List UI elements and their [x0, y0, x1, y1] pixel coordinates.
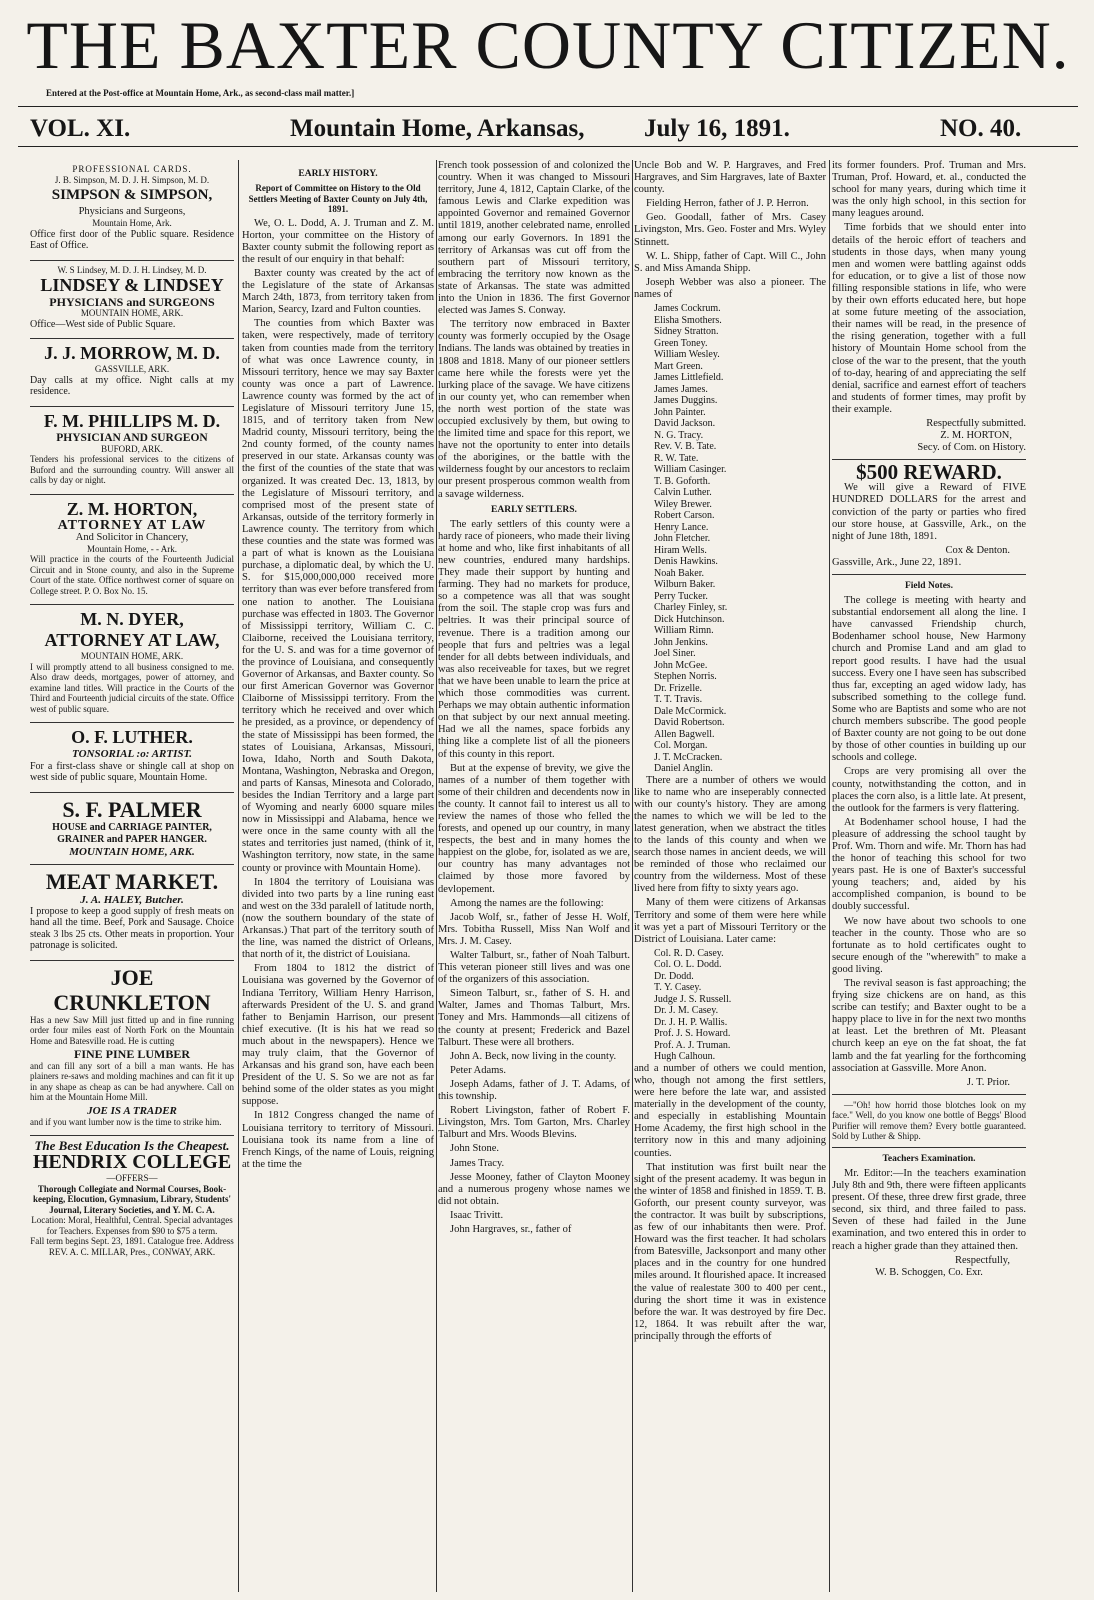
settlers-heading: EARLY SETTLERS.: [491, 504, 577, 515]
history-paragraph: The early settlers of this county were a hardy race of pioneers, who made their living at home and who, like first inhabitants of all new countries, endured many hardships. They made their support by hunting and farming. They had no markets for produce, so a competence was all that was sought from the soil. The staple crop was furs and peltries. It was their principal source of revenue. There is a tradition among our people that furs and peltries was a legal tender for all debts between individuals, and was also receiveable for taxes, but we regret that we have been unable to learn the price at which those commodities was current. Perhaps we may obtain authentic information on that subject by our next annual meeting. Had we all the names, space forbids any thing like a complete list of all the pioneers of this county in this report.: [438, 518, 630, 760]
meat-sub: J. A. HALEY, Butcher.: [80, 893, 184, 906]
place-label: Mountain Home, Arkansas,: [290, 115, 585, 142]
number-label: NO. 40.: [940, 115, 1022, 142]
pioneer-name: Dr. Dodd.: [654, 970, 694, 982]
settler-entry: John Hargraves, sr., father of: [450, 1223, 572, 1235]
pioneer-name: Allen Bagwell.: [654, 728, 715, 740]
horton-loc: Mountain Home, - - Ark.: [87, 543, 177, 554]
pioneer-name: John Jenkins.: [654, 636, 708, 648]
reward-signature: Cox & Denton.: [945, 544, 1010, 556]
horton-sub2: And Solicitor in Chancery,: [75, 531, 189, 543]
dyer-card: [30, 605, 234, 723]
dyer-sub: ATTORNEY AT LAW,: [44, 630, 220, 651]
separator: [832, 574, 1026, 575]
pioneer-name: David Robertson.: [654, 717, 725, 729]
volume-label: VOL. XI.: [30, 115, 131, 142]
history-paragraph: and a number of others we could mention, who, though not among the first settlers, were here before the late war, and assisted materially in the development of the county, and especially in establishing Mountain Home Academy, the first high school in the territory now in this and many adjoining counties.: [634, 1062, 826, 1159]
pioneer-name: J. T. McCracken.: [654, 751, 723, 763]
pioneer-name: Dale McCormick.: [654, 705, 727, 717]
simpson-text: Office first door of the Public square. Residence East of Office.: [30, 228, 234, 252]
column-rule: [632, 160, 633, 1592]
signature-line: Respectfully submitted.: [926, 417, 1026, 429]
date-label: July 16, 1891.: [644, 115, 790, 142]
column-history: [242, 160, 434, 1592]
column-rule: [436, 160, 437, 1592]
pioneer-name: Denis Hawkins.: [654, 556, 718, 568]
simpson-card: [30, 160, 234, 261]
column-settlers: [438, 160, 630, 1592]
palmer-sub: HOUSE and CARRIAGE PAINTER, GRAINER and PAPER HANGER.: [52, 821, 212, 845]
luther-text: For a first-class shave or shingle call at shop on west side of public square, Mountain Home.: [30, 760, 234, 784]
newspaper-title: THE BAXTER COUNTY CITIZEN.: [26, 7, 1070, 83]
history-paragraph: Many of them were citizens of Arkansas Territory and some of them were here while it was yet a part of Missouri Territory or the District of Louisiana. Later came:: [634, 897, 826, 945]
pioneer-name: Sidney Stratton.: [654, 326, 719, 338]
settler-entry: Fielding Herron, father of J. P. Herron.: [646, 198, 809, 210]
phillips-sub: PHYSICIAN AND SURGEON: [56, 431, 208, 444]
reward-text: We will give a Reward of FIVE HUNDRED DOLLARS for the arrest and conviction of the party or parties who fired our store house, at Gassville, Ark., on the night of June 18th, 1891.: [832, 482, 1026, 542]
simpson-sub: Physicians and Surgeons,: [78, 206, 186, 217]
field-note: The college is meeting with hearty and substantial endorsement all along the line. I have canvassed Friendship church, Bodenhamer school house, New Harmony church and Promise Land and am glad to report good results. I have had the usual success. Every one I have seen has subscribed thus far, excepting an aged widow lady, has subscribed something to the college fund. Some who are Baptists and some who are not church members subscribe. The good people of Baxter county are not going to be out done by those of other counties in building up our schools and college.: [832, 595, 1026, 764]
horton-text: Will practice in the courts of the Fourteenth Judicial Circuit and in Stone county, and also in the Supreme Court of the state. Office northwest corner of square on College street. P. O. Box No. 15.: [30, 554, 234, 596]
simpson-loc: Mountain Home, Ark.: [92, 218, 172, 229]
history-paragraph: French took possession of and colonized the country. When it was changed to Missouri territory, June 4, 1812, Captain Clarke, of the famous Lewis and Clarke expedition was appointed Governor and remained Governor until 1819, another celebrated name, enrolled among our early Governors. In 1891 the territory of Arkansas was cut off from the southern part of Missouri territory, embracing the territory now known as the state of Arkansas. The state was admitted into the Union in 1836. The first Governor elected was James S. Conway.: [438, 160, 630, 317]
history-paragraph: There are a number of others we would like to name who are inseperably connected with our county's history. They are among the names to which we will be led to the latest generation, when we abstract the titles to the lands of this county and when we search those names in ancient deeds, we will be reminded of those who reclaimed our country from the wilderness. Most of these lived here from fifty to sixty years ago.: [634, 774, 826, 895]
hendrix-text: Thorough Collegiate and Normal Courses, Book-keeping, Elocution, Gymnasium, Library, Students' Journal, Literary Societies, and Y. M. C. A.: [32, 1183, 232, 1215]
pioneer-name: Hiram Wells.: [654, 544, 707, 556]
pioneer-name: Stephen Norris.: [654, 671, 717, 683]
pioneer-name: Col. R. D. Casey.: [654, 947, 724, 959]
pioneer-name: T. B. Goforth.: [654, 475, 711, 487]
settler-entry: James Tracy.: [450, 1157, 505, 1169]
horton-card: [30, 495, 234, 606]
pioneer-name: Wiley Brewer.: [654, 498, 712, 510]
dateline: [22, 112, 1074, 146]
palmer-loc: MOUNTAIN HOME, ARK.: [69, 845, 195, 858]
pioneer-name: N. G. Tracy.: [654, 429, 704, 441]
pioneer-name: Rev. V. B. Tate.: [654, 441, 717, 453]
crunk-trader: JOE IS A TRADER: [87, 1104, 177, 1117]
history-paragraph: In 1804 the territory of Louisiana was divided into two parts by a line runing east and west on the 33d paralell of latitude north, (now the southern boundary of the state of Arkansas.) That part of the territory south of the line, was named the district of Orleans, that north of it, the district of Louisiana.: [242, 876, 434, 961]
settler-entry: Isaac Trivitt.: [450, 1209, 504, 1221]
settler-entry: Robert Livingston, father of Robert F. Livingston, Mrs. Tom Garton, Mrs. Charley Talburt and Mrs. Woods Blevins.: [438, 1105, 630, 1141]
hendrix-card: [30, 1136, 234, 1263]
separator: [832, 1147, 1026, 1148]
settler-entry: Jesse Mooney, father of Clayton Mooney and a numerous progeny whose names we did not obtain.: [438, 1171, 630, 1207]
field-note: Crops are very promising all over the county, notwithstanding the cotton, and in places the corn also, is a little late. At present, the outlook for the farmers is very flattering.: [832, 766, 1026, 814]
settler-entry: John Stone.: [450, 1143, 500, 1155]
hendrix-text2: Location: Moral, Healthful, Central. Special advantages for Teachers. Expenses from $90 to $75 a term.: [31, 1215, 233, 1236]
dyer-loc: MOUNTAIN HOME, ARK.: [80, 651, 184, 662]
lindsey-text: Office—West side of Public Square.: [30, 318, 176, 330]
pioneer-name: Hugh Calhoun.: [654, 1051, 716, 1063]
simpson-names: J. B. Simpson, M. D. J. H. Simpson, M. D.: [54, 174, 210, 185]
pioneer-name: William Rimn.: [654, 625, 714, 637]
hendrix-text3: Fall term begins Sept. 23, 1891. Catalogue free. Address REV. A. C. MILLAR, Pres., CONWAY, ARK.: [30, 1236, 234, 1257]
pioneer-name: James Cockrum.: [654, 303, 721, 315]
column-names: [634, 160, 826, 1592]
masthead: [0, 0, 1094, 150]
signature-title: Secy. of Com. on History.: [917, 442, 1026, 454]
hendrix-head: The Best Education Is the Cheapest.: [34, 1138, 230, 1154]
signature-name: Z. M. HORTON,: [940, 430, 1012, 442]
history-paragraph: The territory now embraced in Baxter county was formerly occupied by the Osage Indians. The lands was obtained by treaties in 1808 and 1818. Many of our pioneer settlers came here while the forests were yet the lurking place of the savage. We have citizens in our county yet, who can remember when the north west portion of the state was occupied exclusively by them, but owing to the limited time and space for this report, we have not the oportunity to enter into details of the aborigines, or the battle with the wilderness fought by our ancestors to reclaim our present prosperous common wealth from a savage wilderness.: [438, 319, 630, 500]
meat-text: I propose to keep a good supply of fresh meats on hand all the time. Beef, Pork and Sausage. Choice steak 3 lbs 25 cts. Other meats in proportion. Your patronage is solicited.: [30, 905, 234, 952]
settler-entry: Peter Adams.: [450, 1064, 506, 1076]
pioneer-name: James Littlefield.: [654, 372, 724, 384]
pioneer-name: Charley Finley, sr.: [654, 602, 728, 614]
field-note: The revival season is fast approaching; the frying size chickens are on hand, as this scribe can testify; and Baxter ought to be a happy place to live in for the next two months at least. Let the brethren of Mt. Pleasant church keep an eye on the fat shoat, the fat lamb and the fat yearling for the forthcoming association at Gassville. More Anon.: [832, 978, 1026, 1074]
pioneer-name: John Fletcher.: [654, 533, 711, 545]
pioneer-name: Elisha Smothers.: [654, 314, 722, 326]
history-paragraph: The counties from which Baxter was taken, were respectively, made of territory taken from counties made from the territory of what was once Lawrence county, in Missouri territory, hence we may say Baxter county was once a part of Lawrence. Lawrence county was formed by the act of Legislature of Missouri territory June 15, 1815, and of territory taken from New Madrid county, Missouri territory, being the 2nd county formed, of the county names preserved in our state. Arkansas county was the first of the counties of the state that was organized. It was created Dec. 13, 1813, by the Legislature of Missouri territory, and comprised most of the present state of Arkansas, outside of the territory formerly in Lawrence county. The territory from which these counties and the state was formed was a part of what is known as the Louisiana purchase, a diplomatic deal, by which the U. S. for $15,000,000,000 received more territory than was ever before transfered from one nation to another. The Louisiana purchase was effected in 1803. The Governor of Mississippi territory, William C. C. Claiborne, received the Louisiana territory, for the U. S. and was for a time governor of the province of Louisiana, and consequently Governor of Arkansas, and Baxter county. So our first American Governor was Governor Claiborne of Mississippi territory. From the territory which he received and over which he presided, as a province, or dependency of the state of Mississippi has been formed, the states of Louisiana, Arkansas, Missouri, Iowa, Idaho, North and South Dakota, Montana, Washington, Nebraska and Oregon, and parts of Kansas, Minesota and Colorado, besides the Indian Territory and a large part of Wyoming and nearly 6000 square miles now in Mississippi and Alabama, hence we were once in the same county with all the states and territories just named, (think of it, Washington territory, now state, in the same county or province with Mountain Home).: [242, 318, 434, 874]
separator: [832, 1094, 1026, 1095]
history-paragraph: But at the expense of brevity, we give the names of a number of them together with some of their children and decendents now in the county. It cannot fail to interest us all to review the names of those who felled the forests, and opened up our country, in many respects, the best and in many homes the happiest on the globe, for, isolated as we are, our country has many advantages not claimed by those more favored by devlopement.: [438, 762, 630, 895]
reward-date: Gassville, Ark., June 22, 1891.: [832, 556, 962, 568]
lindsey-card: [30, 261, 234, 340]
crunk-text3: and if you want lumber now is the time to strike him.: [30, 1116, 222, 1127]
hendrix-offers: —OFFERS—: [106, 1173, 158, 1184]
morrow-text: Day calls at my office. Night calls at my residence.: [30, 374, 234, 398]
hendrix-title: HENDRIX COLLEGE: [32, 1151, 232, 1174]
pioneer-name: John McGee.: [654, 659, 708, 671]
pioneer-name: William Wesley.: [654, 349, 720, 361]
field-note: We now have about two schools to one teacher in the county. Those who are so fortunate as to hold certificates ought to secure enough of the "wherewith" to make a good living.: [832, 915, 1026, 975]
teachers-exam-heading: Teachers Examination.: [882, 1153, 976, 1164]
horton-sub: ATTORNEY AT LAW: [57, 517, 207, 533]
morrow-loc: GASSVILLE, ARK.: [94, 364, 170, 375]
history-paragraph: That institution was first built near the sight of the present academy. It was begun in the winter of 1858 and finished in 1859. T. B. Goforth, our present county surveyor, was the contractor. It was built by subscriptions, as few of our inhabitants then were. Prof. Howard was the first teacher. It had scholars from Batesville, Jacksonport and many other places and in the country for one hundred miles around. It flourished apace. It increased the value of realestate 300 to 400 per cent., during the short time it was in existence before the war. It was destroyed by fire Dec. 12, 1864. It was rebuilt after the war, principally through the efforts of: [634, 1161, 826, 1342]
pioneer-name: John Painter.: [654, 406, 706, 418]
history-heading: EARLY HISTORY.: [298, 169, 378, 179]
field-note: At Bodenhamer school house, I had the pleasure of addressing the school taught by Prof. Wm. Thorn and wife. Mr. Thorn has had the honor of teaching this school for two years past. He is one of Baxter's successful young teachers; and, aided by his accomplished companion, is bound to be doubly successful.: [832, 816, 1026, 913]
teachers-exam-text: Mr. Editor:—In the teachers examination July 8th and 9th, there were fifteen applicants present. Of these, three drew first grade, three second, six third, and three failed to pass. Seven of these had failed in the June examination, and two entered this in order to reach a higher grade than they attained then.: [832, 1167, 1026, 1252]
palmer-card: [30, 793, 234, 865]
crunk-sub: FINE PINE LUMBER: [73, 1047, 190, 1062]
pioneer-name: James James.: [654, 383, 708, 395]
history-paragraph: its former founders. Prof. Truman and Mrs. Truman, Prof. Howard, et. al., conducted the school for many years, during which time it was the only high school, in this section for many leagues around.: [832, 160, 1026, 220]
phillips-card: [30, 407, 234, 495]
phillips-loc: BUFORD, ARK.: [101, 443, 163, 454]
luther-title: O. F. LUTHER.: [71, 727, 193, 748]
pioneer-name: R. W. Tate.: [654, 452, 699, 464]
pioneer-name: T. T. Travis.: [654, 694, 703, 706]
blotches-notice: —"Oh! how horrid those blotches look on my face." Well, do you know one bottle of Beggs' Blood Purifier will remove them? Every bottle guaranteed. Sold by Luther & Shipp.: [832, 1099, 1026, 1142]
lindsey-sub: PHYSICIANS and SURGEONS: [49, 295, 215, 310]
column-rule: [829, 160, 830, 1592]
phillips-title: F. M. PHILLIPS M. D.: [43, 410, 221, 431]
history-paragraph: Among the names are the following:: [450, 897, 604, 909]
lindsey-loc: MOUNTAIN HOME, ARK.: [80, 308, 184, 319]
field-notes-heading: Field Notes.: [904, 581, 954, 591]
dyer-text: I will promptly attend to all business consigned to me. Also draw deeds, mortgages, power of attorney, and examine land titles. Will practice in the Courts of the Third and Fourteenth judicial circuits of the state. Office west of public square.: [30, 661, 234, 714]
simpson-title: SIMPSON & SIMPSON,: [51, 187, 213, 203]
pioneer-name: Dick Hutchinson.: [654, 613, 725, 625]
prof-cards-heading: PROFESSIONAL CARDS.: [72, 164, 192, 174]
masthead-rule-bottom: [18, 146, 1078, 147]
pioneer-name: Dr. Frizelle.: [654, 682, 703, 694]
pioneer-name: Prof. A. J. Truman.: [654, 1039, 731, 1051]
crunkleton-card: [30, 961, 234, 1136]
history-paragraph: From 1804 to 1812 the district of Louisiana was governed by the Governor of Indiana Territory, William Henry Harrison, afterwards President of the U. S. and grand father to Benjamin Harrison, our present chief executive. (It is his hat we read so much about in the newspapers). Hence we may truly claim, that the Governor of Arkansas and his grand son, have each been President of the U. S. So we are not as far behind some of the older states as you might suppose.: [242, 963, 434, 1108]
pioneer-name: David Jackson.: [654, 418, 716, 430]
history-paragraph: In 1812 Congress changed the name of Louisiana territory to territory of Missouri. Louisiana took its name from a line of French Kings, of the name of Louis, reigning at the time the: [242, 1110, 434, 1170]
teachers-exam-signature: W. B. Schoggen, Co. Exr.: [875, 1266, 983, 1278]
pioneer-name: Prof. J. S. Howard.: [654, 1028, 731, 1040]
column-ads: [30, 160, 234, 1592]
palmer-title: S. F. PALMER: [62, 796, 202, 822]
dyer-title: M. N. DYER,: [80, 609, 184, 630]
pioneer-name: T. Y. Casey.: [654, 982, 702, 994]
settler-entry: Geo. Goodall, father of Mrs. Casey Livingston, Mrs. Geo. Foster and Mrs. Wyley Stinnett.: [634, 212, 826, 248]
settler-entry: W. L. Shipp, father of Capt. Will C., John S. and Miss Amanda Shipp.: [634, 250, 826, 274]
teachers-exam-sign: Respectfully,: [954, 1254, 1010, 1266]
morrow-card: [30, 339, 234, 407]
column-rule: [238, 160, 239, 1592]
reward-title: $500 REWARD.: [856, 460, 1002, 485]
crunk-text: Has a new Saw Mill just fitted up and in fine running order four miles east of North Fork on the Mountain Home and Batesville road. He is cutting: [30, 1014, 234, 1046]
horton-title: Z. M. HORTON,: [66, 498, 198, 519]
pioneer-name: Green Toney.: [654, 337, 708, 349]
pioneer-name: Wilburn Baker.: [654, 579, 716, 591]
pioneer-name: Mart Green.: [654, 360, 703, 372]
settler-entry: Uncle Bob and W. P. Hargraves, and Fred Hargraves, and Sim Hargraves, late of Baxter county.: [634, 160, 826, 196]
lindsey-names: W. S Lindsey, M. D. J. H. Lindsey, M. D.: [57, 264, 207, 275]
pioneer-name: Henry Lance.: [654, 521, 709, 533]
pioneer-name: James Duggins.: [654, 395, 718, 407]
field-notes-signature: J. T. Prior.: [966, 1076, 1010, 1088]
pioneer-name: Col. Morgan.: [654, 740, 708, 752]
pioneer-name: Col. O. L. Dodd.: [654, 959, 722, 971]
luther-card: [30, 723, 234, 792]
pioneer-name: Calvin Luther.: [654, 487, 712, 499]
crunk-text2: and can fill any sort of a bill a man wants. He has plainers re-saws and molding machines and can fit it up in any shape as cheap as can be had anywhere. Call on him at the Mountain Home Mill.: [30, 1060, 234, 1103]
pioneer-name: Judge J. S. Russell.: [654, 993, 732, 1005]
pioneer-name: Robert Carson.: [654, 510, 715, 522]
pioneer-name: Perry Tucker.: [654, 590, 708, 602]
settler-entry: Jacob Wolf, sr., father of Jesse H. Wolf, Mrs. Tobitha Russell, Miss Nan Wolf and Mrs. J. M. Casey.: [438, 911, 630, 947]
settler-entry: John A. Beck, now living in the county.: [450, 1050, 617, 1062]
history-paragraph: We, O. L. Dodd, A. J. Truman and Z. M. Horton, your committee on the History of Baxter county submit the following report as the result of our enquiry in that behalf:: [242, 217, 434, 265]
later-settler-name-list: [634, 948, 826, 1063]
postal-notice: Entered at the Post-office at Mountain Home, Ark., as second-class mail matter.]: [46, 88, 355, 98]
history-subheading: Report of Committee on History to the Old Settlers Meeting of Baxter County on July 4th, 1891.: [248, 183, 428, 215]
history-paragraph: Baxter county was created by the act of the Legislature of the state of Arkansas March 24th, 1873, from territory taken from Marion, Searcy, Izard and Fulton counties.: [242, 267, 434, 316]
pioneer-name: Daniel Anglin.: [654, 763, 713, 775]
history-paragraph: Time forbids that we should enter into details of the heroic effort of teachers and students in those days, when many young men and women were battling against odds for education, or to give a list of those now filling responsible stations in life, who were by their own efforts educated here, but hope at some future meeting of the association, their names will be read, in the presence of the rising generation, together with a full history of Mountain Home school from the close of the war to the present, that the youth of to-day, hearing of and appreciating the self denial, sacrifice and earnest effort of teachers and students of former times, may profit by their example.: [832, 222, 1026, 415]
settler-entry: Joseph Webber was also a pioneer. The names of: [634, 276, 826, 300]
pioneer-name: Joel Siner.: [654, 648, 696, 660]
phillips-text: Tenders his professional services to the citizens of Buford and the surrounding country. Will answer all calls by day or night.: [30, 454, 234, 486]
meat-title: MEAT MARKET.: [45, 868, 219, 894]
settler-entry: Walter Talburt, sr., father of Noah Talburt. This veteran pioneer still lives and was one of the organizers of this association.: [438, 950, 630, 986]
pioneer-name: Noah Baker.: [654, 567, 704, 579]
settler-entry: Simeon Talburt, sr., father of S. H. and Walter, James and Thomas Talburt, Mrs. Toney and Mrs. Hammonds—all citizens of the county at present; Frederick and Bazel Talburt. These were all brothers.: [438, 988, 630, 1048]
pioneer-name: William Casinger.: [654, 464, 727, 476]
lindsey-title: LINDSEY & LINDSEY: [40, 275, 224, 296]
meat-market-card: [30, 865, 234, 961]
crunk-title: JOE CRUNKLETON: [53, 964, 211, 1015]
morrow-title: J. J. MORROW, M. D.: [44, 343, 220, 364]
pioneer-name: Dr. J. H. P. Wallis.: [654, 1016, 728, 1028]
settler-entry: Joseph Adams, father of J. T. Adams, of this township.: [438, 1078, 630, 1103]
luther-sub: TONSORIAL :o: ARTIST.: [72, 748, 192, 761]
pioneer-name: Dr. J. M. Casey.: [654, 1005, 719, 1017]
masthead-rule-top: [18, 106, 1078, 107]
column-notices: [832, 160, 1026, 1592]
pioneer-name-list: [634, 303, 826, 775]
